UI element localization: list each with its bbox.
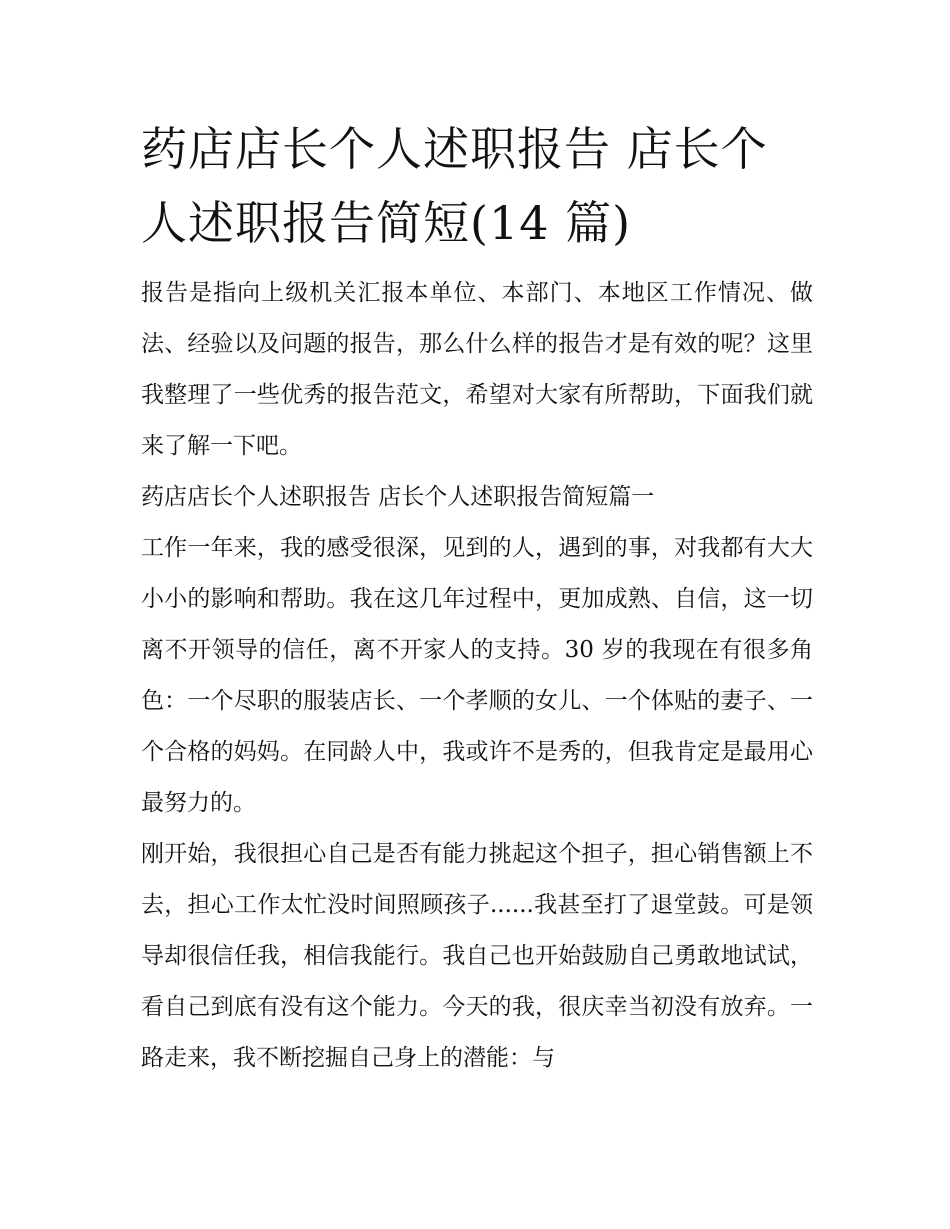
intro-paragraph: 报告是指向上级机关汇报本单位、本部门、本地区工作情况、做法、经验以及问题的报告，那么什么样的报告才是有效的呢？这里我整理了一些优秀的报告范文，希望对大家有所帮助，下面我们就来了解一下吧。 <box>141 280 813 459</box>
document-page <box>141 112 813 1084</box>
document-title: 药店店长个人述职报告 店长个人述职报告简短(14 篇) <box>141 122 768 250</box>
body-paragraph-2: 刚开始，我很担心自己是否有能力挑起这个担子，担心销售额上不去，担心工作太忙没时间照顾孩子......我甚至打了退堂鼓。可是领导却很信任我，相信我能行。我自己也开始鼓励自己勇敢地试试，看自己到底有没有这个能力。今天的我，很庆幸当初没有放弃。一路走来，我不断挖掘自己身上的潜能：与 <box>141 841 813 1071</box>
body-paragraph-1: 工作一年来，我的感受很深，见到的人，遇到的事，对我都有大大小小的影响和帮助。我在这几年过程中，更加成熟、自信，这一切离不开领导的信任，离不开家人的支持。30 岁的我现在有很多角色：一个尽职的服装店长、一个孝顺的女儿、一个体贴的妻子、一个合格的妈妈。在同龄人中，我或许不是秀的，但我肯定是最用心最努力的。 <box>141 535 813 816</box>
section-heading: 药店店长个人述职报告 店长个人述职报告简短篇一 <box>141 484 655 510</box>
